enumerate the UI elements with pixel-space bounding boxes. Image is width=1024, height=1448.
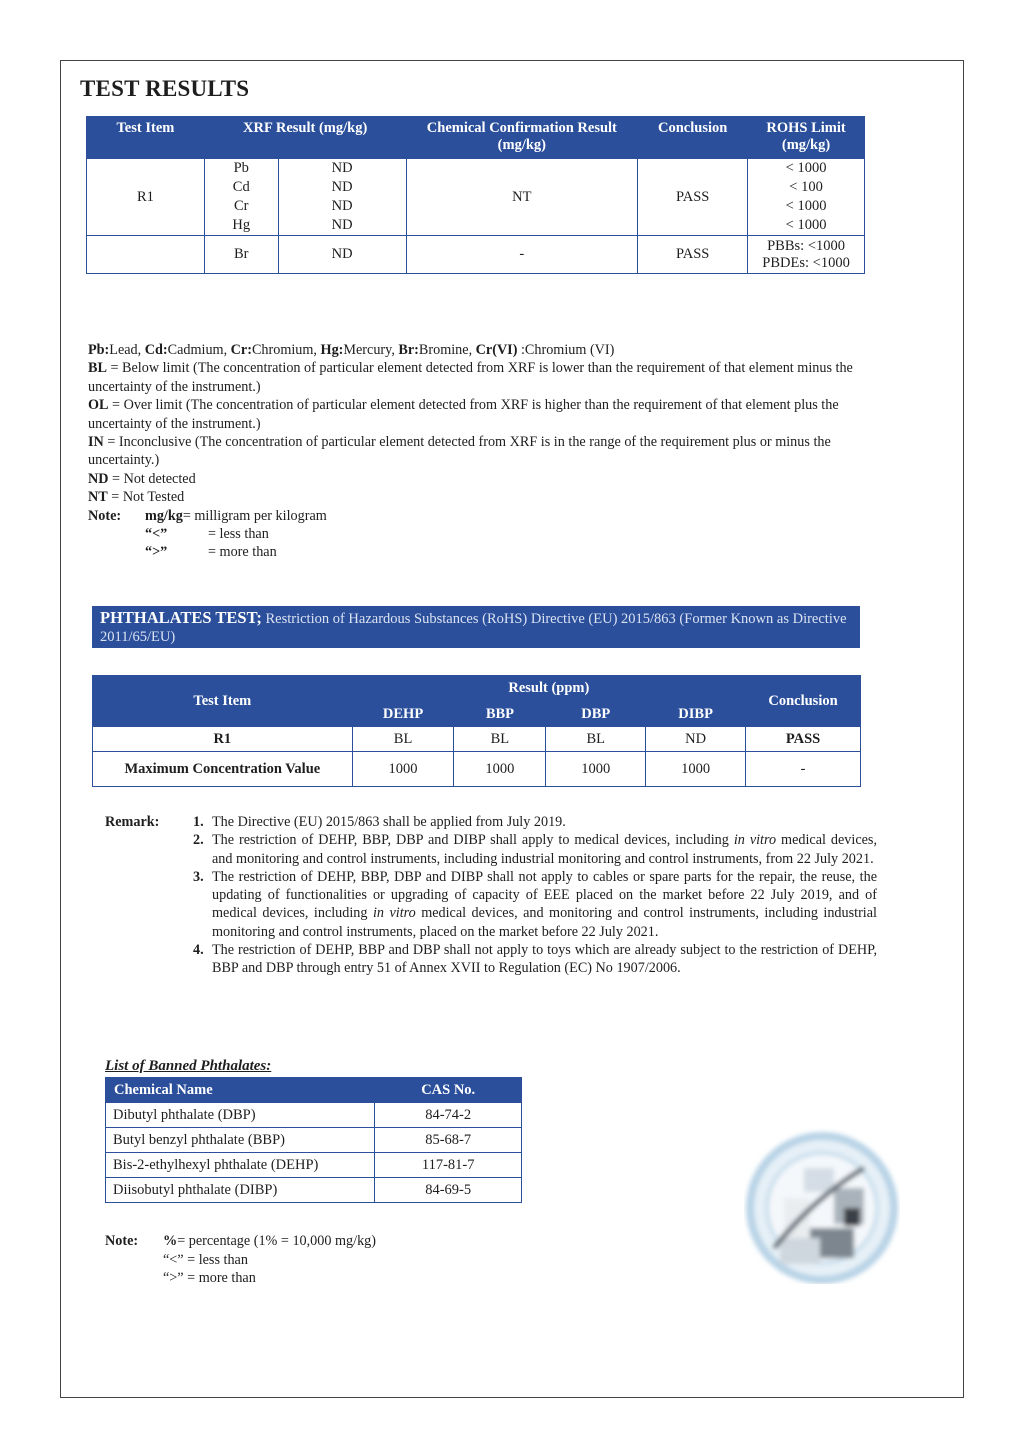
banned-list-caption: List of Banned Phthalates: [105, 1058, 272, 1074]
conclusion-br: PASS [638, 236, 748, 274]
phth-header-dibp: DIBP [646, 702, 746, 727]
phthalates-banner-title: PHTHALATES TEST; [100, 608, 262, 627]
test-item-r1: R1 [87, 159, 205, 236]
banned-header-cas: CAS No. [375, 1078, 522, 1103]
phthalates-banner [92, 606, 860, 648]
note-ol: OL = Over limit (The concentration of particular element detected from XRF is higher than the requirement of that element plus the uncertainty of the instrument.) [88, 397, 839, 432]
note-mgkg: Note: mg/kg = milligram per kilogram [88, 507, 327, 524]
result-br: ND [278, 236, 406, 274]
note-nd: ND = Not detected [88, 470, 196, 487]
limit-cr: < 1000 [785, 198, 827, 214]
cas-number: 84-69-5 [375, 1178, 522, 1203]
phth-header-dehp: DEHP [352, 702, 454, 727]
confirmation-br: - [406, 236, 638, 274]
limit-column [748, 159, 865, 236]
element-br: Br [204, 236, 278, 274]
banned-header-chemical: Chemical Name [106, 1078, 375, 1103]
remark-label: Remark: [105, 814, 160, 830]
header-rohs-limit: ROHS Limit (mg/kg) [748, 117, 865, 159]
header-xrf-result: XRF Result (mg/kg) [204, 117, 406, 159]
result-hg: ND [331, 217, 353, 233]
remark-item: 1. The Directive (EU) 2015/863 shall be applied from July 2019. [193, 814, 566, 830]
phth-value: ND [646, 727, 746, 752]
phth-value: BL [454, 727, 546, 752]
phth-value: 1000 [546, 752, 646, 787]
table-row [106, 1178, 522, 1203]
phth-header-test-item: Test Item [93, 676, 353, 727]
header-chemical-confirmation: Chemical Confirmation Result (mg/kg) [406, 117, 638, 159]
note-bl: BL = Below limit (The concentration of particular element detected from XRF is lower than the requirement of that element minus the uncertainty of the instrument.) [88, 360, 853, 395]
element-pb: Pb [233, 160, 249, 176]
phth-header-dbp: DBP [546, 702, 646, 727]
phth-row-max [93, 752, 861, 787]
result-pb: ND [331, 160, 353, 176]
phth-value: BL [546, 727, 646, 752]
conclusion-r1: PASS [638, 159, 748, 236]
phthalates-banner-text: Restriction of Hazardous Substances (RoHS) Directive (EU) 2015/863 (Former Known as Directive 2011/65/EU) [100, 611, 847, 645]
phth-value: BL [352, 727, 454, 752]
element-column [204, 159, 278, 236]
phth-header-result: Result (ppm) [352, 676, 745, 702]
note-more-than: “>” = more than [145, 544, 277, 561]
phth-item: Maximum Concentration Value [93, 752, 353, 787]
phth-row-r1 [93, 727, 861, 752]
rohs-results-table [86, 116, 865, 274]
element-cd: Cd [232, 179, 250, 195]
phthalates-results-table [92, 675, 861, 787]
phth-header-conclusion: Conclusion [746, 676, 861, 727]
limit-cd: < 100 [789, 179, 823, 195]
note2-label: Note: [105, 1233, 139, 1249]
xrf-result-column [278, 159, 406, 236]
page-title: TEST RESULTS [80, 76, 250, 101]
element-abbreviations: Pb:Lead, Cd:Cadmium, Cr:Chromium, Hg:Mercury, Br:Bromine, Cr(VI) :Chromium (VI) [88, 342, 615, 358]
header-test-item: Test Item [87, 117, 205, 159]
percentage-note: Note: % = percentage (1% = 10,000 mg/kg) “<” = less than “>” = more than [105, 1233, 376, 1286]
limit-pbdes: PBDEs: <1000 [762, 254, 850, 271]
cas-number: 117-81-7 [375, 1153, 522, 1178]
phth-value: 1000 [646, 752, 746, 787]
remark-item: 2. The restriction of DEHP, BBP, DBP and DIBP shall apply to medical devices, including in vitro medical devices, and monitoring and control instruments, including industrial monitoring and control instruments, from 22 July 2021. [193, 832, 877, 867]
element-hg: Hg [232, 217, 251, 233]
element-cr: Cr [234, 198, 249, 214]
table-row [106, 1153, 522, 1178]
result-cd: ND [331, 179, 353, 195]
test-item-br-row [87, 236, 205, 274]
phth-value: 1000 [352, 752, 454, 787]
phth-header-bbp: BBP [454, 702, 546, 727]
phth-conclusion: PASS [746, 727, 861, 752]
banned-phthalates-table [105, 1077, 522, 1203]
remark-item: 4. The restriction of DEHP, BBP and DBP shall not apply to toys which are already subject to the restriction of DEHP, BBP and DBP through entry 51 of Annex XVII to Regulation (EC) No 1907/2006. [193, 942, 877, 977]
chemical-name: Bis-2-ethylhexyl phthalate (DEHP) [106, 1153, 375, 1178]
limit-hg: < 1000 [785, 217, 827, 233]
table-row [106, 1103, 522, 1128]
table-row [106, 1128, 522, 1153]
limit-pbbs: PBBs: <1000 [767, 237, 845, 254]
chemical-name: Diisobutyl phthalate (DIBP) [106, 1178, 375, 1203]
abbreviation-notes [88, 341, 878, 562]
cas-number: 85-68-7 [375, 1128, 522, 1153]
result-cr: ND [331, 198, 353, 214]
note-nt: NT = Not Tested [88, 489, 185, 506]
chemical-name: Butyl benzyl phthalate (BBP) [106, 1128, 375, 1153]
limit-br [748, 236, 865, 274]
phth-item: R1 [93, 727, 353, 752]
chemical-name: Dibutyl phthalate (DBP) [106, 1103, 375, 1128]
company-stamp-image [744, 1128, 900, 1284]
phth-value: 1000 [454, 752, 546, 787]
header-conclusion: Conclusion [638, 117, 748, 159]
confirmation-r1: NT [406, 159, 638, 236]
note-less-than: “<” = less than [145, 526, 269, 543]
limit-pb: < 1000 [785, 160, 827, 176]
remark-list [193, 813, 877, 978]
note-in: IN = Inconclusive (The concentration of particular element detected from XRF is in the range of the requirement plus or minus the uncertainty.) [88, 434, 831, 469]
phth-conclusion: - [746, 752, 861, 787]
cas-number: 84-74-2 [375, 1103, 522, 1128]
remark-item: 3. The restriction of DEHP, BBP, DBP and DIBP shall not apply to cables or spare parts for the repair, the reuse, the updating of functionalities or upgrading of capacity of EEE placed on the market before 22 July 2019, and of medical devices, including in vitro medical devices, and monitoring and control instruments, including industrial monitoring and control instruments, placed on the market before 22 July 2021. [193, 868, 877, 940]
